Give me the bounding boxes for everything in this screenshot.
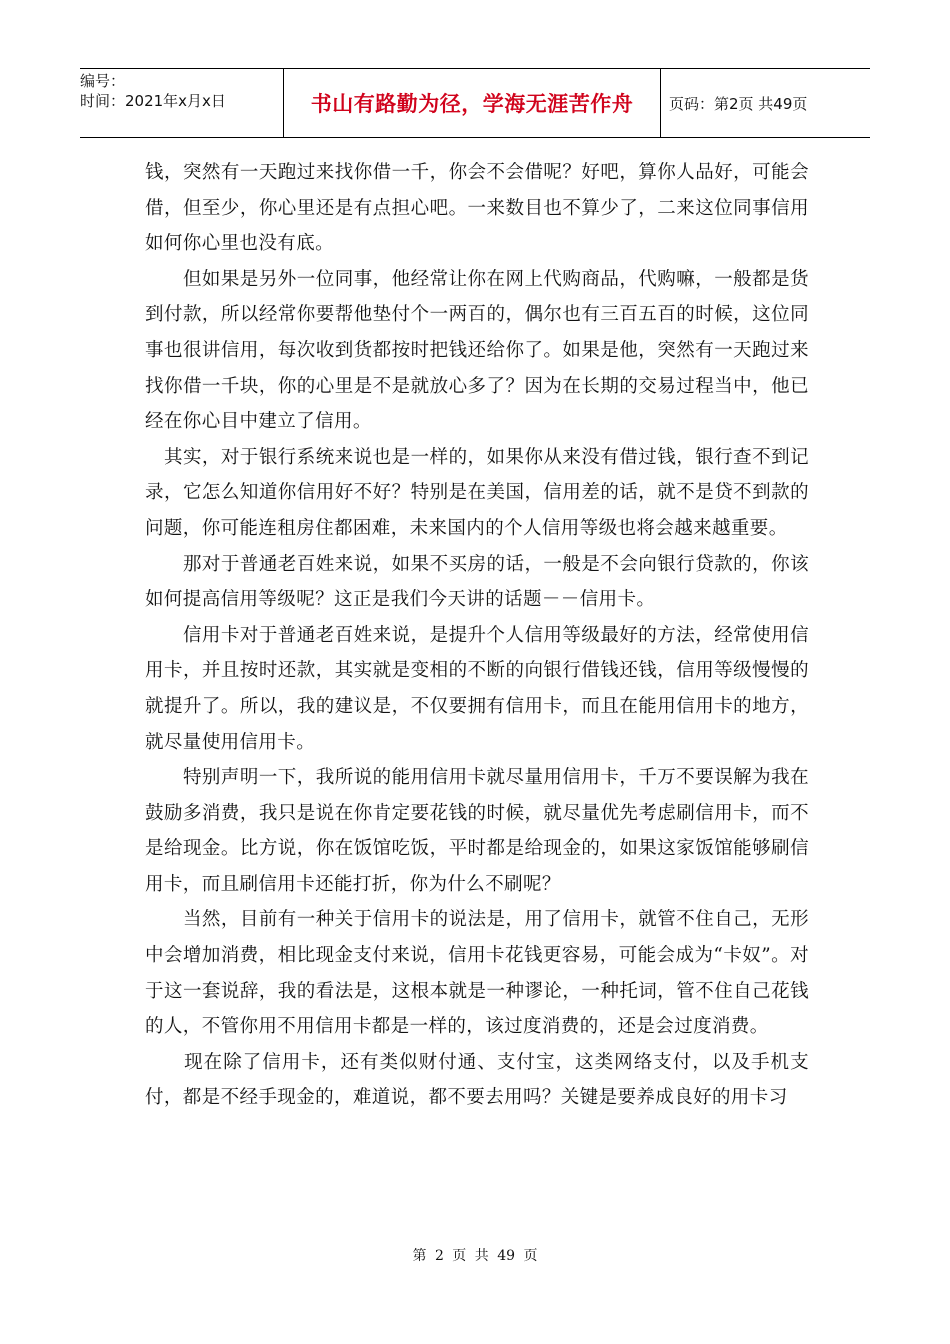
header-motto: 书山有路勤为径，学海无涯苦作舟 xyxy=(284,69,661,137)
paragraph: 那对于普通老百姓来说，如果不买房的话，一般是不会向银行贷款的，你该如何提高信用等级呢？这正是我们今天讲的话题－－信用卡。 xyxy=(145,553,809,611)
paragraph: 信用卡对于普通老百姓来说，是提升个人信用等级最好的方法，经常使用信用卡，并且按时还款，其实就是变相的不断的向银行借钱还钱，信用等级慢慢的就提升了。所以，我的建议是，不仅要拥有信用卡，而且在能用信用卡的地方，就尽量使用信用卡。 xyxy=(145,624,809,753)
paragraph: 但如果是另外一位同事，他经常让你在网上代购商品，代购嘛，一般都是货到付款，所以经常你要帮他垫付个一两百的，偶尔也有三百五百的时候，这位同事也很讲信用，每次收到货都按时把钱还给你了。如果是他，突然有一天跑过来找你借一千块，你的心里是不是就放心多了？因为在长期的交易过程当中，他已经在你心目中建立了信用。 xyxy=(145,268,809,433)
page-header xyxy=(80,68,870,138)
paragraph: 钱，突然有一天跑过来找你借一千，你会不会借呢？好吧，算你人品好，可能会借，但至少，你心里还是有点担心吧。一来数目也不算少了，二来这位同事信用如何你心里也没有底。 xyxy=(145,162,809,255)
header-page-info: 页码：第2页 共49页 xyxy=(669,94,808,113)
document-body xyxy=(145,155,809,1116)
paragraph: 其实，对于银行系统来说也是一样的，如果你从来没有借过钱，银行查不到记录，它怎么知道你信用好不好？特别是在美国，信用差的话，就不是贷不到款的问题，你可能连租房住都困难，未来国内的个人信用等级也将会越来越重要。 xyxy=(145,446,809,539)
paragraph: 现在除了信用卡，还有类似财付通、支付宝，这类网络支付，以及手机支付，都是不经手现金的，难道说，都不要去用吗？关键是要养成良好的用卡习 xyxy=(145,1051,809,1109)
paragraph: 特别声明一下，我所说的能用信用卡就尽量用信用卡，千万不要误解为我在鼓励多消费，我只是说在你肯定要花钱的时候，就尽量优先考虑刷信用卡，而不是给现金。比方说，你在饭馆吃饭，平时都是给现金的，如果这家饭馆能够刷信用卡，而且刷信用卡还能打折，你为什么不刷呢？ xyxy=(145,767,809,895)
page-footer: 第 2 页 共 49 页 xyxy=(412,1248,538,1264)
paragraph: 当然，目前有一种关于信用卡的说法是，用了信用卡，就管不住自己，无形中会增加消费，相比现金支付来说，信用卡花钱更容易，可能会成为“卡奴”。对于这一套说辞，我的看法是，这根本就是一种谬论，一种托词，管不住自己花钱的人，不管你用不用信用卡都是一样的，该过度消费的，还是会过度消费。 xyxy=(145,909,809,1038)
document-time-label: 时间：2021年x月x日 xyxy=(80,92,226,110)
document-number-label: 编号： xyxy=(80,72,126,90)
header-meta xyxy=(80,69,284,137)
